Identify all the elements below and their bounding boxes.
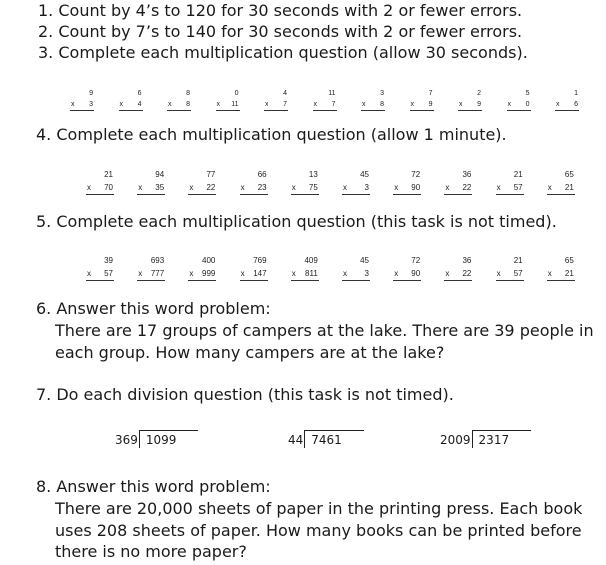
item-number: 6.: [36, 299, 52, 318]
multiplier: 23: [257, 183, 267, 192]
multiplication-problem: [240, 254, 268, 281]
multiplication-problem: [264, 88, 288, 111]
multiplicand: 65: [564, 256, 574, 265]
item-number: 4.: [36, 125, 52, 144]
multiplication-problem: [444, 168, 472, 195]
item-6: [36, 299, 271, 319]
multiplier: 22: [462, 269, 472, 278]
multiplier-line: [188, 181, 216, 195]
multiplication-problem: [291, 168, 319, 195]
multiplier: 7: [283, 101, 287, 108]
multiplication-problem: [167, 88, 191, 111]
item-text: Complete each multiplication question (allow 30 seconds).: [58, 43, 528, 62]
multiplication-problem: [361, 88, 385, 111]
multiplier: 90: [411, 183, 421, 192]
item-number: 3.: [38, 43, 54, 62]
multiplier: 7: [331, 101, 336, 108]
multiplication-problem: [410, 88, 434, 111]
multiplicand: 400: [202, 256, 216, 265]
multiplication-problem: [188, 254, 216, 281]
divisor: 2009: [440, 433, 471, 447]
times-symbol: x: [168, 101, 172, 108]
times-symbol: x: [71, 101, 75, 108]
multiplier-line: [496, 181, 524, 195]
item-5: [36, 212, 557, 232]
multiplicand: 3: [380, 90, 384, 97]
multiplier-line: [216, 99, 240, 111]
item-text: Complete each multiplication question (allow 1 minute).: [56, 125, 507, 144]
multiplier-line: [86, 267, 114, 281]
times-symbol: x: [394, 183, 399, 192]
multiplication-problem: [216, 88, 240, 111]
item-number: 1.: [38, 1, 54, 20]
multiplier: 8: [380, 101, 384, 108]
multiplicand: 2: [477, 90, 481, 97]
multiplier: 90: [411, 269, 421, 278]
multiplicand: 21: [513, 256, 523, 265]
times-symbol: x: [362, 101, 366, 108]
item-number: 8.: [36, 477, 52, 496]
multiplier-line: [458, 99, 482, 111]
multiplication-problem: [86, 254, 114, 281]
multiplication-problem: [188, 168, 216, 195]
multiplication-problem: [291, 254, 319, 281]
division-problem-3: [440, 430, 531, 448]
times-symbol: x: [87, 183, 91, 192]
multiplicand: 693: [150, 256, 165, 265]
multiplication-problem: [458, 88, 482, 111]
times-symbol: x: [313, 101, 317, 108]
multiplier: 57: [104, 269, 113, 278]
multiplier: 9: [477, 101, 481, 108]
multiplicand: 4: [283, 90, 287, 97]
multiplication-problem: [342, 254, 370, 281]
multiplicand: 9: [89, 90, 93, 97]
multiplicand: 1: [574, 90, 578, 97]
multiplier: 3: [364, 183, 369, 192]
times-symbol: x: [410, 101, 414, 108]
divisor: 369: [115, 433, 138, 447]
multiplication-problem: [444, 254, 472, 281]
times-symbol: x: [216, 101, 220, 108]
item-text: Answer this word problem:: [56, 299, 271, 318]
times-symbol: x: [138, 269, 143, 278]
multiplication-problem: [496, 168, 524, 195]
multiplier: 6: [574, 101, 578, 108]
multiplier-line: [240, 267, 268, 281]
multiplier: 999: [202, 269, 216, 278]
times-symbol: x: [459, 101, 463, 108]
item-2: [38, 22, 522, 42]
multiplication-problem: [313, 88, 337, 111]
multiplier-line: [86, 181, 114, 195]
multiplier-line: [342, 267, 370, 281]
multiplication-problem: [507, 88, 531, 111]
multiplier: 22: [462, 183, 472, 192]
multiplicand: 13: [308, 170, 318, 179]
multiplier-line: [547, 181, 575, 195]
multiplier: 4: [137, 101, 142, 108]
multiplier: 57: [513, 183, 523, 192]
multiplier-line: [240, 181, 268, 195]
multiplier-line: [507, 99, 531, 111]
multiplicand: 45: [360, 170, 369, 179]
dividend: 7461: [304, 430, 364, 448]
multiplier: 8: [186, 101, 190, 108]
multiplier: 21: [564, 183, 574, 192]
multiplicand: 6: [137, 90, 142, 97]
multiplier: 9: [428, 101, 433, 108]
multiplier-line: [137, 181, 165, 195]
multiplicand: 36: [462, 170, 472, 179]
multiplication-problem: [393, 254, 421, 281]
word-problem-8-line-1: There are 20,000 sheets of paper in the printing press. Each book: [55, 499, 583, 518]
times-symbol: x: [119, 101, 123, 108]
multiplicand: 36: [462, 256, 472, 265]
item-8: [36, 477, 271, 497]
multiplication-problem: [496, 254, 524, 281]
multiplicand: 11: [328, 90, 336, 97]
multiplication-set-2: [0, 168, 606, 198]
times-symbol: x: [496, 269, 501, 278]
multiplicand: 8: [186, 90, 190, 97]
multiplier: 35: [155, 183, 165, 192]
item-4: [36, 125, 507, 145]
multiplication-problem: [240, 168, 268, 195]
multiplicand: 77: [206, 170, 216, 179]
item-7: [36, 385, 454, 405]
multiplier-line: [167, 99, 191, 111]
multiplication-problem: [547, 254, 575, 281]
multiplier: 3: [364, 269, 369, 278]
division-problem-1: [115, 430, 198, 448]
multiplier-line: [496, 267, 524, 281]
multiplicand: 72: [411, 256, 421, 265]
multiplicand: 39: [104, 256, 113, 265]
multiplier: 0: [525, 101, 530, 108]
divisor: 44: [288, 433, 304, 447]
times-symbol: x: [445, 183, 450, 192]
times-symbol: x: [547, 269, 552, 278]
times-symbol: x: [189, 183, 194, 192]
multiplication-problem: [393, 168, 421, 195]
times-symbol: x: [507, 101, 511, 108]
multiplier-line: [313, 99, 337, 111]
multiplier: 75: [308, 183, 318, 192]
multiplication-problem: [70, 88, 94, 111]
multiplication-problem: [119, 88, 143, 111]
times-symbol: x: [138, 183, 143, 192]
multiplicand: 5: [525, 90, 530, 97]
multiplicand: 65: [564, 170, 574, 179]
multiplication-set-3: [0, 254, 606, 284]
item-text: Do each division question (this task is not timed).: [56, 385, 454, 404]
multiplicand: 94: [155, 170, 165, 179]
multiplier-line: [119, 99, 143, 111]
multiplication-problem: [342, 168, 370, 195]
word-problem-8-line-3: there is no more paper?: [55, 542, 247, 561]
item-1: [38, 1, 522, 21]
word-problem-8-line-2: uses 208 sheets of paper. How many books can be printed before: [55, 521, 582, 540]
multiplier-line: [291, 267, 319, 281]
multiplier-line: [547, 267, 575, 281]
item-text: Count by 7’s to 140 for 30 seconds with 2 or fewer errors.: [58, 22, 523, 41]
times-symbol: x: [496, 183, 501, 192]
division-problem-2: [288, 430, 364, 448]
times-symbol: x: [394, 269, 399, 278]
word-problem-6-line-1: There are 17 groups of campers at the lake. There are 39 people in: [55, 321, 594, 340]
times-symbol: x: [291, 269, 296, 278]
times-symbol: x: [291, 183, 296, 192]
multiplier-line: [393, 181, 421, 195]
multiplication-problem: [547, 168, 575, 195]
multiplier: 777: [150, 269, 165, 278]
multiplication-problem: [137, 254, 165, 281]
dividend: 2317: [472, 430, 532, 448]
multiplier: 21: [564, 269, 574, 278]
times-symbol: x: [547, 183, 552, 192]
dividend: 1099: [139, 430, 199, 448]
item-number: 5.: [36, 212, 52, 231]
multiplier-line: [410, 99, 434, 111]
multiplier-line: [291, 181, 319, 195]
times-symbol: x: [240, 183, 245, 192]
multiplier-line: [444, 267, 472, 281]
multiplicand: 72: [411, 170, 421, 179]
multiplier: 11: [231, 101, 239, 108]
multiplier-line: [137, 267, 165, 281]
multiplier: 22: [206, 183, 216, 192]
multiplier: 811: [305, 269, 318, 278]
item-text: Count by 4’s to 120 for 30 seconds with 2 or fewer errors.: [58, 1, 523, 20]
times-symbol: x: [445, 269, 450, 278]
multiplication-problem: [137, 168, 165, 195]
multiplicand: 7: [428, 90, 433, 97]
multiplicand: 21: [513, 170, 523, 179]
multiplier: 57: [513, 269, 523, 278]
times-symbol: x: [240, 269, 245, 278]
item-text: Answer this word problem:: [56, 477, 271, 496]
multiplication-set-1: [0, 88, 606, 118]
multiplicand: 769: [253, 256, 267, 265]
times-symbol: x: [265, 101, 269, 108]
item-number: 7.: [36, 385, 52, 404]
multiplier: 3: [89, 101, 93, 108]
item-3: [38, 43, 528, 63]
item-number: 2.: [38, 22, 54, 41]
multiplier-line: [393, 267, 421, 281]
multiplier-line: [361, 99, 385, 111]
multiplication-problem: [86, 168, 114, 195]
times-symbol: x: [343, 269, 347, 278]
multiplier-line: [555, 99, 579, 111]
multiplier-line: [342, 181, 370, 195]
word-problem-6-line-2: each group. How many campers are at the lake?: [55, 343, 445, 362]
multiplier-line: [188, 267, 216, 281]
multiplier-line: [264, 99, 288, 111]
multiplicand: 21: [104, 170, 113, 179]
multiplier: 147: [253, 269, 267, 278]
multiplier: 70: [104, 183, 113, 192]
multiplication-problem: [555, 88, 579, 111]
item-text: Complete each multiplication question (this task is not timed).: [56, 212, 557, 231]
times-symbol: x: [189, 269, 194, 278]
multiplicand: 66: [257, 170, 267, 179]
multiplicand: 45: [360, 256, 369, 265]
times-symbol: x: [343, 183, 347, 192]
multiplier-line: [444, 181, 472, 195]
multiplicand: 0: [234, 90, 239, 97]
multiplicand: 409: [304, 256, 318, 265]
times-symbol: x: [87, 269, 91, 278]
times-symbol: x: [556, 101, 560, 108]
multiplier-line: [70, 99, 94, 111]
